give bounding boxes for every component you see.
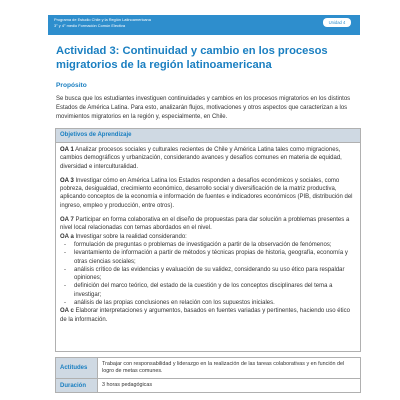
objective-oa1 bbox=[60, 146, 358, 171]
attitudes-label: Actitudes bbox=[56, 358, 98, 379]
objective-code: OA a bbox=[60, 233, 74, 240]
oaa-criteria-list bbox=[60, 241, 358, 307]
purpose-text: Se busca que los estudiantes investiguen continuidades y cambios en los procesos migratorios en los distintos Estados de América Latina. Para esto, analizarán flujos, motivaciones y otros aspectos que caracterizan a los movimientos migratorios en la región y, especialmente, en Chile. bbox=[56, 96, 351, 120]
objective-code: OA 1 bbox=[60, 147, 74, 153]
unit-badge: Unidad 4 bbox=[323, 18, 351, 27]
objective-oaa bbox=[60, 233, 358, 241]
activity-title: Actividad 3: Continuidad y cambio en los procesos migratorios de la región latinoamericana bbox=[56, 45, 328, 71]
duration-label: Duración bbox=[56, 379, 98, 393]
list-item: - análisis de las propias conclusiones en relación con los supuestos iniciales. bbox=[60, 299, 358, 307]
list-item: - levantamiento de información a partir de métodos y técnicas propias de historia, geografía, economía y otras ciencias sociales; bbox=[60, 249, 358, 266]
objective-text: Elaborar interpretaciones y argumentos, basados en fuentes variadas y pertinentes, haciendo uso ético de la información. bbox=[60, 308, 350, 323]
program-header-bar bbox=[48, 15, 360, 35]
table-row bbox=[56, 358, 361, 379]
objective-oa3 bbox=[60, 177, 358, 210]
objective-code: OA c bbox=[60, 308, 74, 315]
purpose-heading: Propósito bbox=[56, 82, 87, 89]
program-name: Programa de Estudio Chile y la Región Latinoamericana bbox=[54, 17, 151, 22]
duration-value: 3 horas pedagógicas bbox=[98, 379, 361, 393]
objective-oa7 bbox=[60, 216, 358, 233]
objectives-heading: Objetivos de Aprendizaje bbox=[60, 132, 132, 138]
objectives-header bbox=[56, 129, 360, 143]
activity-info-table bbox=[55, 357, 361, 393]
objective-text: Investigar cómo en América Latina los Estados responden a desafíos económicos y sociales, como pobreza, desigualdad, crecimiento económico, desarrollo social y diversificación de la matriz productiva, aplicando conceptos de la economía e información de fuentes e indicadores económicos (PIB, distribución del ingreso, empleo y producción, entre otros). bbox=[60, 177, 353, 209]
objective-oac bbox=[60, 307, 358, 324]
objectives-box bbox=[55, 128, 361, 352]
list-item: - formulación de preguntas o problemas de investigación a partir de la observación de fenómenos; bbox=[60, 241, 358, 249]
objective-code: OA 3 bbox=[60, 177, 74, 184]
program-header-text bbox=[54, 17, 254, 28]
table-row bbox=[56, 379, 361, 393]
objective-text: Analizar procesos sociales y culturales recientes de Chile y América Latina tales como migraciones, cambios demográficos y urbanización, considerando avances y desafíos comunes en materia de equidad, diversidad e interculturalidad. bbox=[60, 147, 342, 170]
objective-text: Participar en forma colaborativa en el diseño de propuestas para dar solución a problemas presentes a nivel local relacionadas con temas abordados en el nivel. bbox=[60, 217, 350, 232]
attitudes-value: Trabajar con responsabilidad y liderazgo en la realización de las tareas colaborativas y en función del logro de metas comunes. bbox=[98, 358, 361, 379]
objective-text: Investigar sobre la realidad considerando: bbox=[73, 233, 187, 240]
program-level: 3° y 4° medio Formación Común Electiva bbox=[54, 22, 126, 28]
list-item: - análisis crítico de las evidencias y evaluación de su validez, considerando su uso ético para respaldar opiniones; bbox=[60, 266, 358, 283]
list-item: - definición del marco teórico, del estado de la cuestión y de los conceptos disciplinares del tema a investigar; bbox=[60, 282, 358, 299]
objectives-content bbox=[60, 146, 358, 324]
objective-code: OA 7 bbox=[60, 217, 74, 224]
